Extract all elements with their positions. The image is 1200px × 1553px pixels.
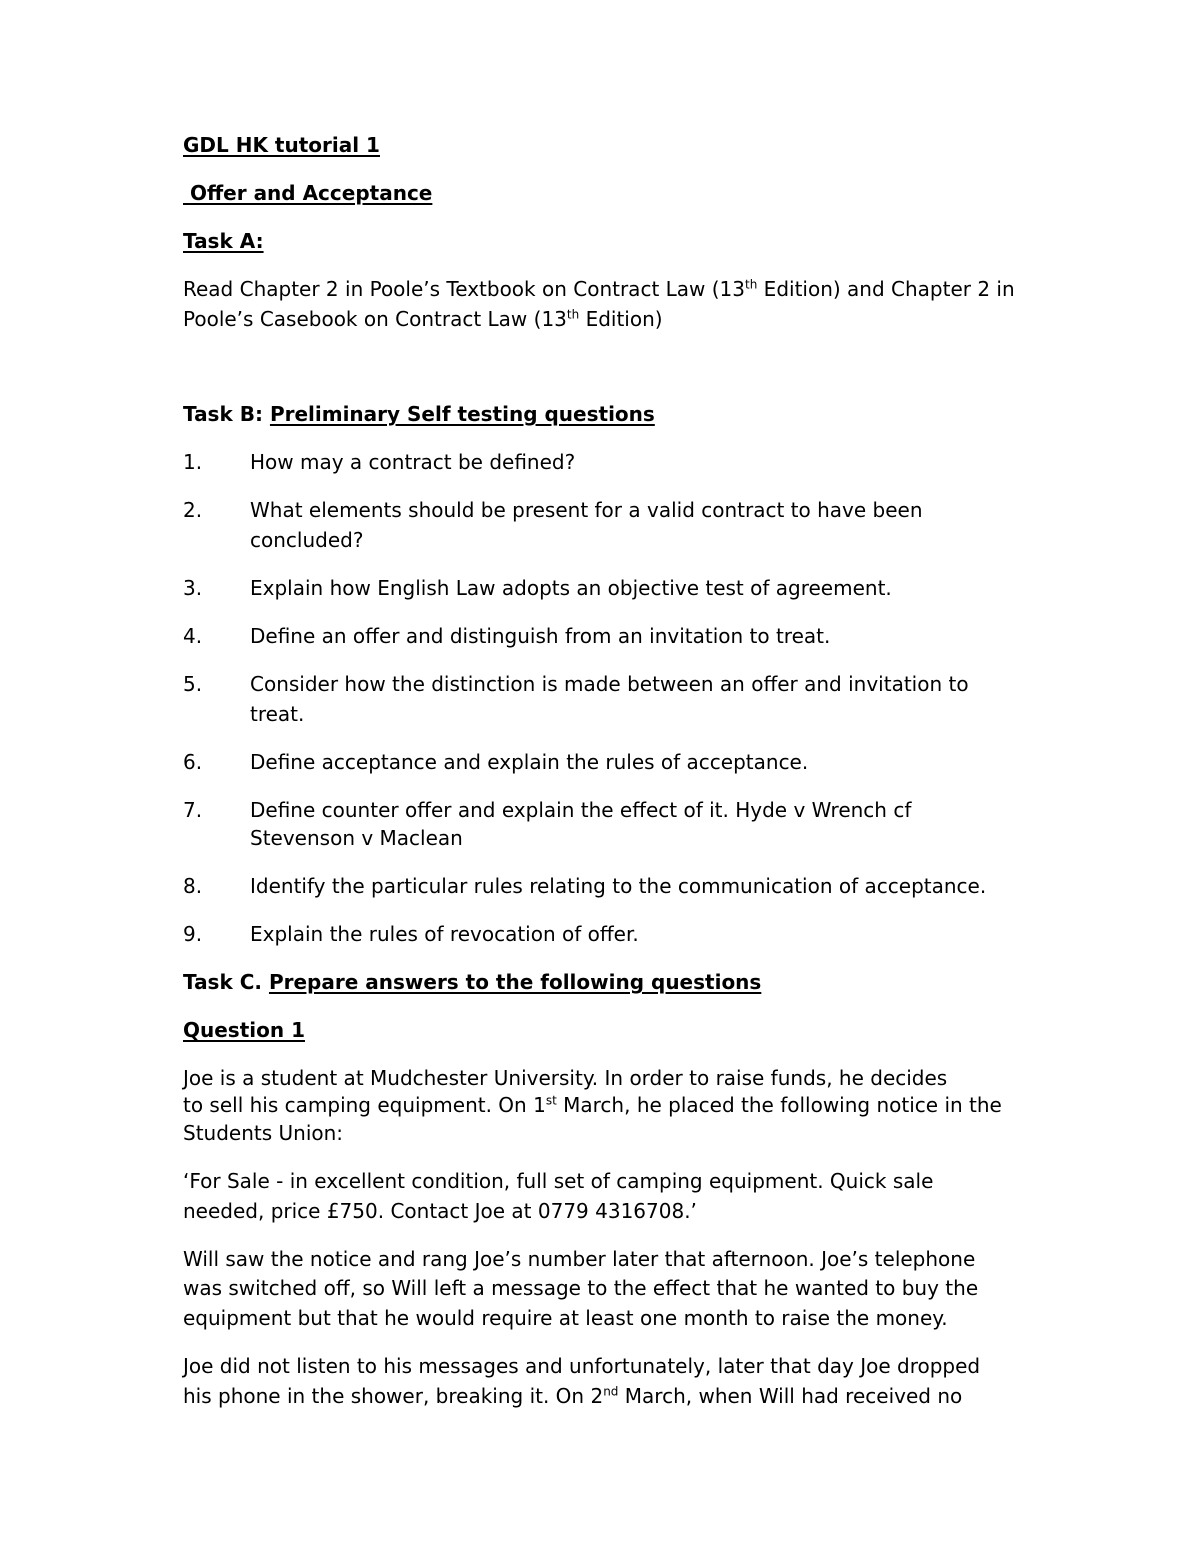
task-a-line-1: Read Chapter 2 in Poole’s Textbook on Contract Law (13th Edition) and Chapter 2 in — [183, 277, 1015, 301]
doc-title: GDL HK tutorial 1 — [183, 133, 380, 157]
task-a-line-2: Poole’s Casebook on Contract Law (13th Edition) — [183, 307, 663, 331]
task-a-heading: Task A: — [183, 229, 264, 253]
question-number: 3. — [183, 576, 203, 600]
question-number: 4. — [183, 624, 203, 648]
question-text: What elements should be present for a valid contract to have been — [250, 498, 923, 522]
question-1-heading: Question 1 — [183, 1018, 305, 1042]
question-text: How may a contract be defined? — [250, 450, 576, 474]
question-text: Stevenson v Maclean — [250, 826, 463, 850]
paragraph-line: was switched off, so Will left a message to the effect that he wanted to buy the — [183, 1276, 979, 1300]
question-text: treat. — [250, 702, 305, 726]
topic-heading: Offer and Acceptance — [189, 181, 433, 205]
question-number: 7. — [183, 798, 203, 822]
question-text: Define an offer and distinguish from an invitation to treat. — [250, 624, 831, 648]
question-number: 8. — [183, 874, 203, 898]
question-text: Define acceptance and explain the rules of acceptance. — [250, 750, 809, 774]
paragraph-line: his phone in the shower, breaking it. On 2nd March, when Will had received no — [183, 1384, 963, 1408]
paragraph-line: Joe is a student at Mudchester University. In order to raise funds, he decides — [183, 1066, 948, 1090]
question-text: Explain the rules of revocation of offer. — [250, 922, 639, 946]
question-text: Consider how the distinction is made between an offer and invitation to — [250, 672, 969, 696]
question-number: 2. — [183, 498, 203, 522]
question-text: concluded? — [250, 528, 364, 552]
question-text: Identify the particular rules relating to the communication of acceptance. — [250, 874, 987, 898]
question-text: Define counter offer and explain the effect of it. Hyde v Wrench cf — [250, 798, 912, 822]
task-b-heading: Task B: Preliminary Self testing questions — [183, 402, 655, 426]
task-c-heading: Task C. Prepare answers to the following questions — [183, 970, 762, 994]
question-number: 1. — [183, 450, 203, 474]
paragraph-line: Joe did not listen to his messages and unfortunately, later that day Joe dropped — [183, 1354, 981, 1378]
question-text: Explain how English Law adopts an objective test of agreement. — [250, 576, 892, 600]
paragraph-line: to sell his camping equipment. On 1st March, he placed the following notice in the — [183, 1093, 1002, 1117]
question-number: 5. — [183, 672, 203, 696]
question-number: 6. — [183, 750, 203, 774]
question-number: 9. — [183, 922, 203, 946]
paragraph-line: equipment but that he would require at least one month to raise the money. — [183, 1306, 948, 1330]
paragraph-line: ‘For Sale - in excellent condition, full set of camping equipment. Quick sale — [183, 1169, 934, 1193]
paragraph-line: needed, price £750. Contact Joe at 0779 4316708.’ — [183, 1199, 697, 1223]
paragraph-line: Will saw the notice and rang Joe’s number later that afternoon. Joe’s telephone — [183, 1247, 976, 1271]
paragraph-line: Students Union: — [183, 1121, 344, 1145]
